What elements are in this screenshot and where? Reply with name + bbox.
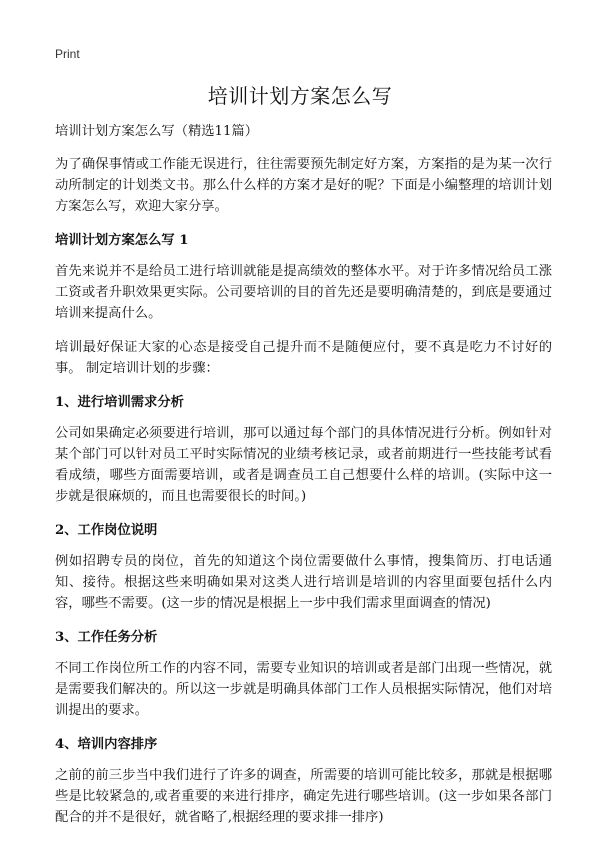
section-heading: 3、工作任务分析 xyxy=(55,630,158,645)
section-paragraph: 例如招聘专员的岗位，首先的知道这个岗位需要做什么事情，搜集简历、打电话通知、接待。根据这些来明确如果对这类人进行培训是培训的内容里面要包括什么内容，哪些不需要。(这一步的情况是根据上一步中我们需求里面调查的情况) xyxy=(55,554,552,611)
intro-paragraph: 为了确保事情或工作能无误进行，往往需要预先制定好方案，方案指的是为某一次行动所制定的计划类文书。那么什么样的方案才是好的呢？下面是小编整理的培训计划方案怎么写，欢迎大家分享。 xyxy=(55,157,552,214)
section-heading: 1、进行培训需求分析 xyxy=(55,395,184,410)
print-label: Print xyxy=(55,47,80,61)
section-paragraph: 不同工作岗位所工作的内容不同，需要专业知识的培训或者是部门出现一些情况，就是需要我们解决的。所以这一步就是明确具体部门工作人员根据实际情况，他们对培训提出的要求。 xyxy=(55,661,552,718)
body-paragraph: 培训最好保证大家的心态是接受自己提升而不是随便应付，要不真是吃力不讨好的事。 制定培训计划的步骤： xyxy=(55,340,552,376)
article-subtitle: 培训计划方案怎么写（精选11篇） xyxy=(55,124,259,139)
body-paragraph: 首先来说并不是给员工进行培训就能是提高绩效的整体水平。对于许多情况给员工涨工资或者升职效果更实际。公司要培训的目的首先还是要明确清楚的，到底是要通过培训来提高什么。 xyxy=(55,264,552,321)
article-heading: 培训计划方案怎么写 1 xyxy=(55,233,189,248)
section-heading: 4、培训内容排序 xyxy=(55,737,158,752)
page-title: 培训计划方案怎么写 xyxy=(207,84,393,108)
article-body xyxy=(55,121,552,841)
section-heading: 2、工作岗位说明 xyxy=(55,523,158,538)
section-paragraph: 之前的前三步当中我们进行了许多的调查，所需要的培训可能比较多，那就是根据哪些是比较紧急的,或者重要的来进行排序，确定先进行哪些培训。(这一步如果各部门配合的并不是很好，就省略了,根据经理的要求排一排序) xyxy=(55,768,552,825)
section-paragraph: 公司如果确定必须要进行培训，那可以通过每个部门的具体情况进行分析。例如针对某个部门可以针对员工平时实际情况的业绩考核记录，或者前期进行一些技能考试看看成绩，哪些方面需要培训，或者是调查员工自己想要什么样的培训。(实际中这一步就是很麻烦的，而且也需要很长的时间。) xyxy=(55,426,552,504)
